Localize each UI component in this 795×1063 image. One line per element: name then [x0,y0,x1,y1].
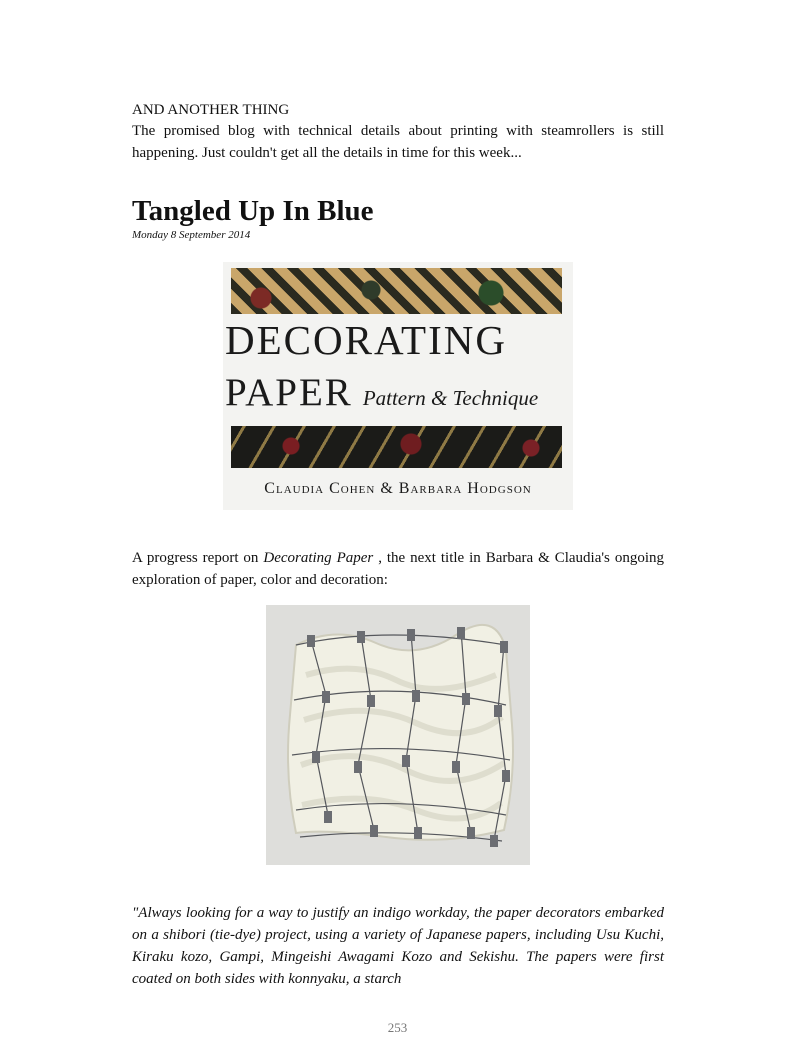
cover-title-line2: PAPER [225,371,353,414]
post-date: Monday 8 September 2014 [132,229,251,241]
cover-title-line2-row [225,370,538,415]
intro-book-title: Decorating Paper [263,550,374,566]
cover-pattern-band-bottom [231,426,562,468]
quote-text: "Always looking for a way to justify an indigo workday, the paper decorators embarked on a shibori (tie-dye) project, using a variety of Japanese papers, including Usu Kuchi, Kiraku kozo, Gampi, Mingeishi Awagami Kozo and Sekishu. The papers were first coated on both sides with konnyaku, a starch [132,905,664,987]
cover-authors: Claudia Cohen & Barbara Hodgson [264,480,532,497]
section-text: The promised blog with technical details about printing with steamrollers is still happening. Just couldn't get all the details in time for this week... [132,123,664,161]
section-label: AND ANOTHER THING [132,102,290,118]
quote-paragraph [132,902,664,990]
blog-content [132,100,664,242]
cover-subtitle: Pattern & Technique [362,386,539,410]
shibori-paper-photo [266,605,530,865]
shibori-photo-illustration [266,605,530,865]
book-cover-image [223,262,573,510]
cover-title-line1: DECORATING [225,317,507,363]
intro-paragraph [132,547,664,591]
post-title: Tangled Up In Blue [132,195,374,227]
intro-before: A progress report on [132,550,264,566]
intro-after: , the next title in Barbara & Claudia's ongoing exploration of paper, color and decoration: [132,550,664,588]
cover-pattern-band-top [231,268,562,314]
page-number: 253 [387,1020,408,1035]
